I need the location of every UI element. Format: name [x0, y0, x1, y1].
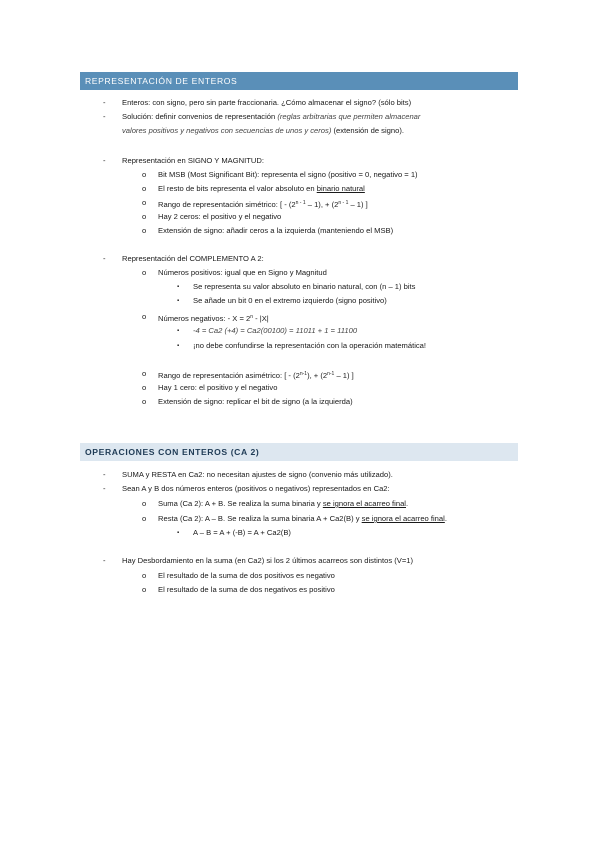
circle-bullet: o: [142, 499, 147, 508]
square-bullet: ▪: [177, 298, 180, 304]
period: .: [406, 499, 409, 508]
ca2-heading: Representación del COMPLEMENTO A 2:: [122, 254, 264, 263]
ca2-extension: Extensión de signo: replicar el bit de signo (a la izquierda): [158, 397, 353, 406]
solucion-extension: (extensión de signo).: [331, 126, 404, 135]
intro-solucion: [122, 112, 420, 122]
signo-item-rango: [158, 198, 368, 210]
dash-bullet: -: [103, 156, 106, 165]
circle-bullet: o: [142, 226, 147, 235]
circle-bullet: o: [142, 312, 147, 321]
signo-heading: Representación en SIGNO Y MAGNITUD:: [122, 156, 264, 165]
section-header-representacion: [80, 72, 518, 90]
ca2-rango: [158, 369, 354, 381]
rango-exp: n - 1: [338, 200, 349, 206]
negativos-text: Números negativos: - X = 2: [158, 314, 251, 323]
negativos-exp: n: [250, 314, 254, 320]
rango-start: Rango de representación simétrico: [ - (2: [158, 200, 296, 209]
resto-text: El resto de bits representa el valor absoluto en: [158, 184, 317, 193]
rango-end: – 1) ]: [348, 200, 368, 209]
section-title: REPRESENTACIÓN DE ENTEROS: [85, 76, 238, 86]
square-bullet: ▪: [177, 530, 180, 536]
op-desbordamiento: Hay Desbordamiento en la suma (en Ca2) si los 2 últimos acarreos son distintos (V=1): [122, 556, 414, 565]
suma-text: Suma (Ca 2): A + B. Se realiza la suma binaria y: [158, 499, 323, 508]
negativos-abs: - |X|: [253, 314, 269, 323]
dash-bullet: -: [103, 484, 106, 493]
ca2-rango-exp: n-1: [327, 371, 335, 377]
dash-bullet: -: [103, 556, 106, 565]
op-suma-resta: SUMA y RESTA en Ca2: no necesitan ajustes de signo (convenio más utilizado).: [122, 470, 393, 479]
signo-item-msb: Bit MSB (Most Significant Bit): representa el signo (positivo = 0, negativo = 1): [158, 170, 418, 179]
circle-bullet: o: [142, 571, 147, 580]
circle-bullet: o: [142, 369, 147, 378]
circle-bullet: o: [142, 198, 147, 207]
dash-bullet: -: [103, 470, 106, 479]
circle-bullet: o: [142, 212, 147, 221]
solucion-italic-cont: valores positivos y negativos con secuencias de unos y ceros): [122, 126, 332, 135]
circle-bullet: o: [142, 184, 147, 193]
circle-bullet: o: [142, 268, 147, 277]
suma-underline: se ignora el acarreo final: [322, 499, 406, 508]
circle-bullet: o: [142, 383, 147, 392]
dash-bullet: -: [103, 112, 106, 121]
ca2-negativos: [158, 312, 269, 324]
ca2-rango-start: Rango de representación asimétrico: [ - (2: [158, 371, 300, 380]
circle-bullet: o: [142, 585, 147, 594]
square-bullet: ▪: [177, 284, 180, 290]
op-desb-item-2: El resultado de la suma de dos negativos es positivo: [158, 585, 335, 594]
op-suma: [158, 499, 408, 509]
ca2-positivos: Números positivos: igual que en Signo y Magnitud: [158, 268, 327, 277]
op-resta-sub: A – B = A + (-B) = A + Ca2(B): [193, 528, 291, 537]
op-desb-item-1: El resultado de la suma de dos positivos es negativo: [158, 571, 335, 580]
square-bullet: ▪: [177, 343, 180, 349]
ca2-rango-exp: n-1: [299, 371, 308, 377]
signo-item-ceros: Hay 2 ceros: el positivo y el negativo: [158, 212, 282, 221]
intro-solucion-cont: [122, 126, 404, 136]
solucion-text: Solución: definir convenios de representación: [122, 112, 278, 121]
ca2-cero: Hay 1 cero: el positivo y el negativo: [158, 383, 278, 392]
binario-natural: binario natural: [316, 184, 365, 193]
resta-underline: se ignora el acarreo final: [361, 514, 445, 523]
rango-exp: n - 1: [295, 200, 306, 206]
rango-mid: – 1), + (2: [305, 200, 339, 209]
ca2-neg-example: -4 = Ca2 (+4) = Ca2(00100) = 11011 + 1 = 11100: [193, 326, 358, 335]
signo-item-extension: Extensión de signo: añadir ceros a la izquierda (manteniendo el MSB): [158, 226, 394, 235]
signo-item-resto: [158, 184, 365, 194]
op-sean: Sean A y B dos números enteros (positivos o negativos) representados en Ca2:: [122, 484, 390, 493]
square-bullet: ▪: [177, 328, 180, 334]
section-header-operaciones: [80, 443, 518, 461]
ca2-neg-warning: ¡no debe confundirse la representación con la operación matemática!: [193, 341, 427, 350]
ca2-rango-end: – 1) ]: [334, 371, 354, 380]
circle-bullet: o: [142, 170, 147, 179]
section-title: OPERACIONES CON ENTEROS (CA 2): [85, 447, 260, 457]
circle-bullet: o: [142, 514, 147, 523]
ca2-pos-sub-2: Se añade un bit 0 en el extremo izquierdo (signo positivo): [193, 296, 387, 305]
period: .: [444, 514, 447, 523]
dash-bullet: -: [103, 98, 106, 107]
ca2-rango-mid: ), + (2: [307, 371, 328, 380]
circle-bullet: o: [142, 397, 147, 406]
op-resta: [158, 514, 447, 524]
dash-bullet: -: [103, 254, 106, 263]
intro-enteros: Enteros: con signo, pero sin parte fraccionaria. ¿Cómo almacenar el signo? (sólo bits): [122, 98, 412, 107]
resta-text: Resta (Ca 2): A – B. Se realiza la suma binaria A + Ca2(B) y: [158, 514, 362, 523]
solucion-italic: (reglas arbitrarias que permiten almacenar: [277, 112, 421, 121]
ca2-pos-sub-1: Se representa su valor absoluto en binario natural, con (n – 1) bits: [193, 282, 416, 291]
